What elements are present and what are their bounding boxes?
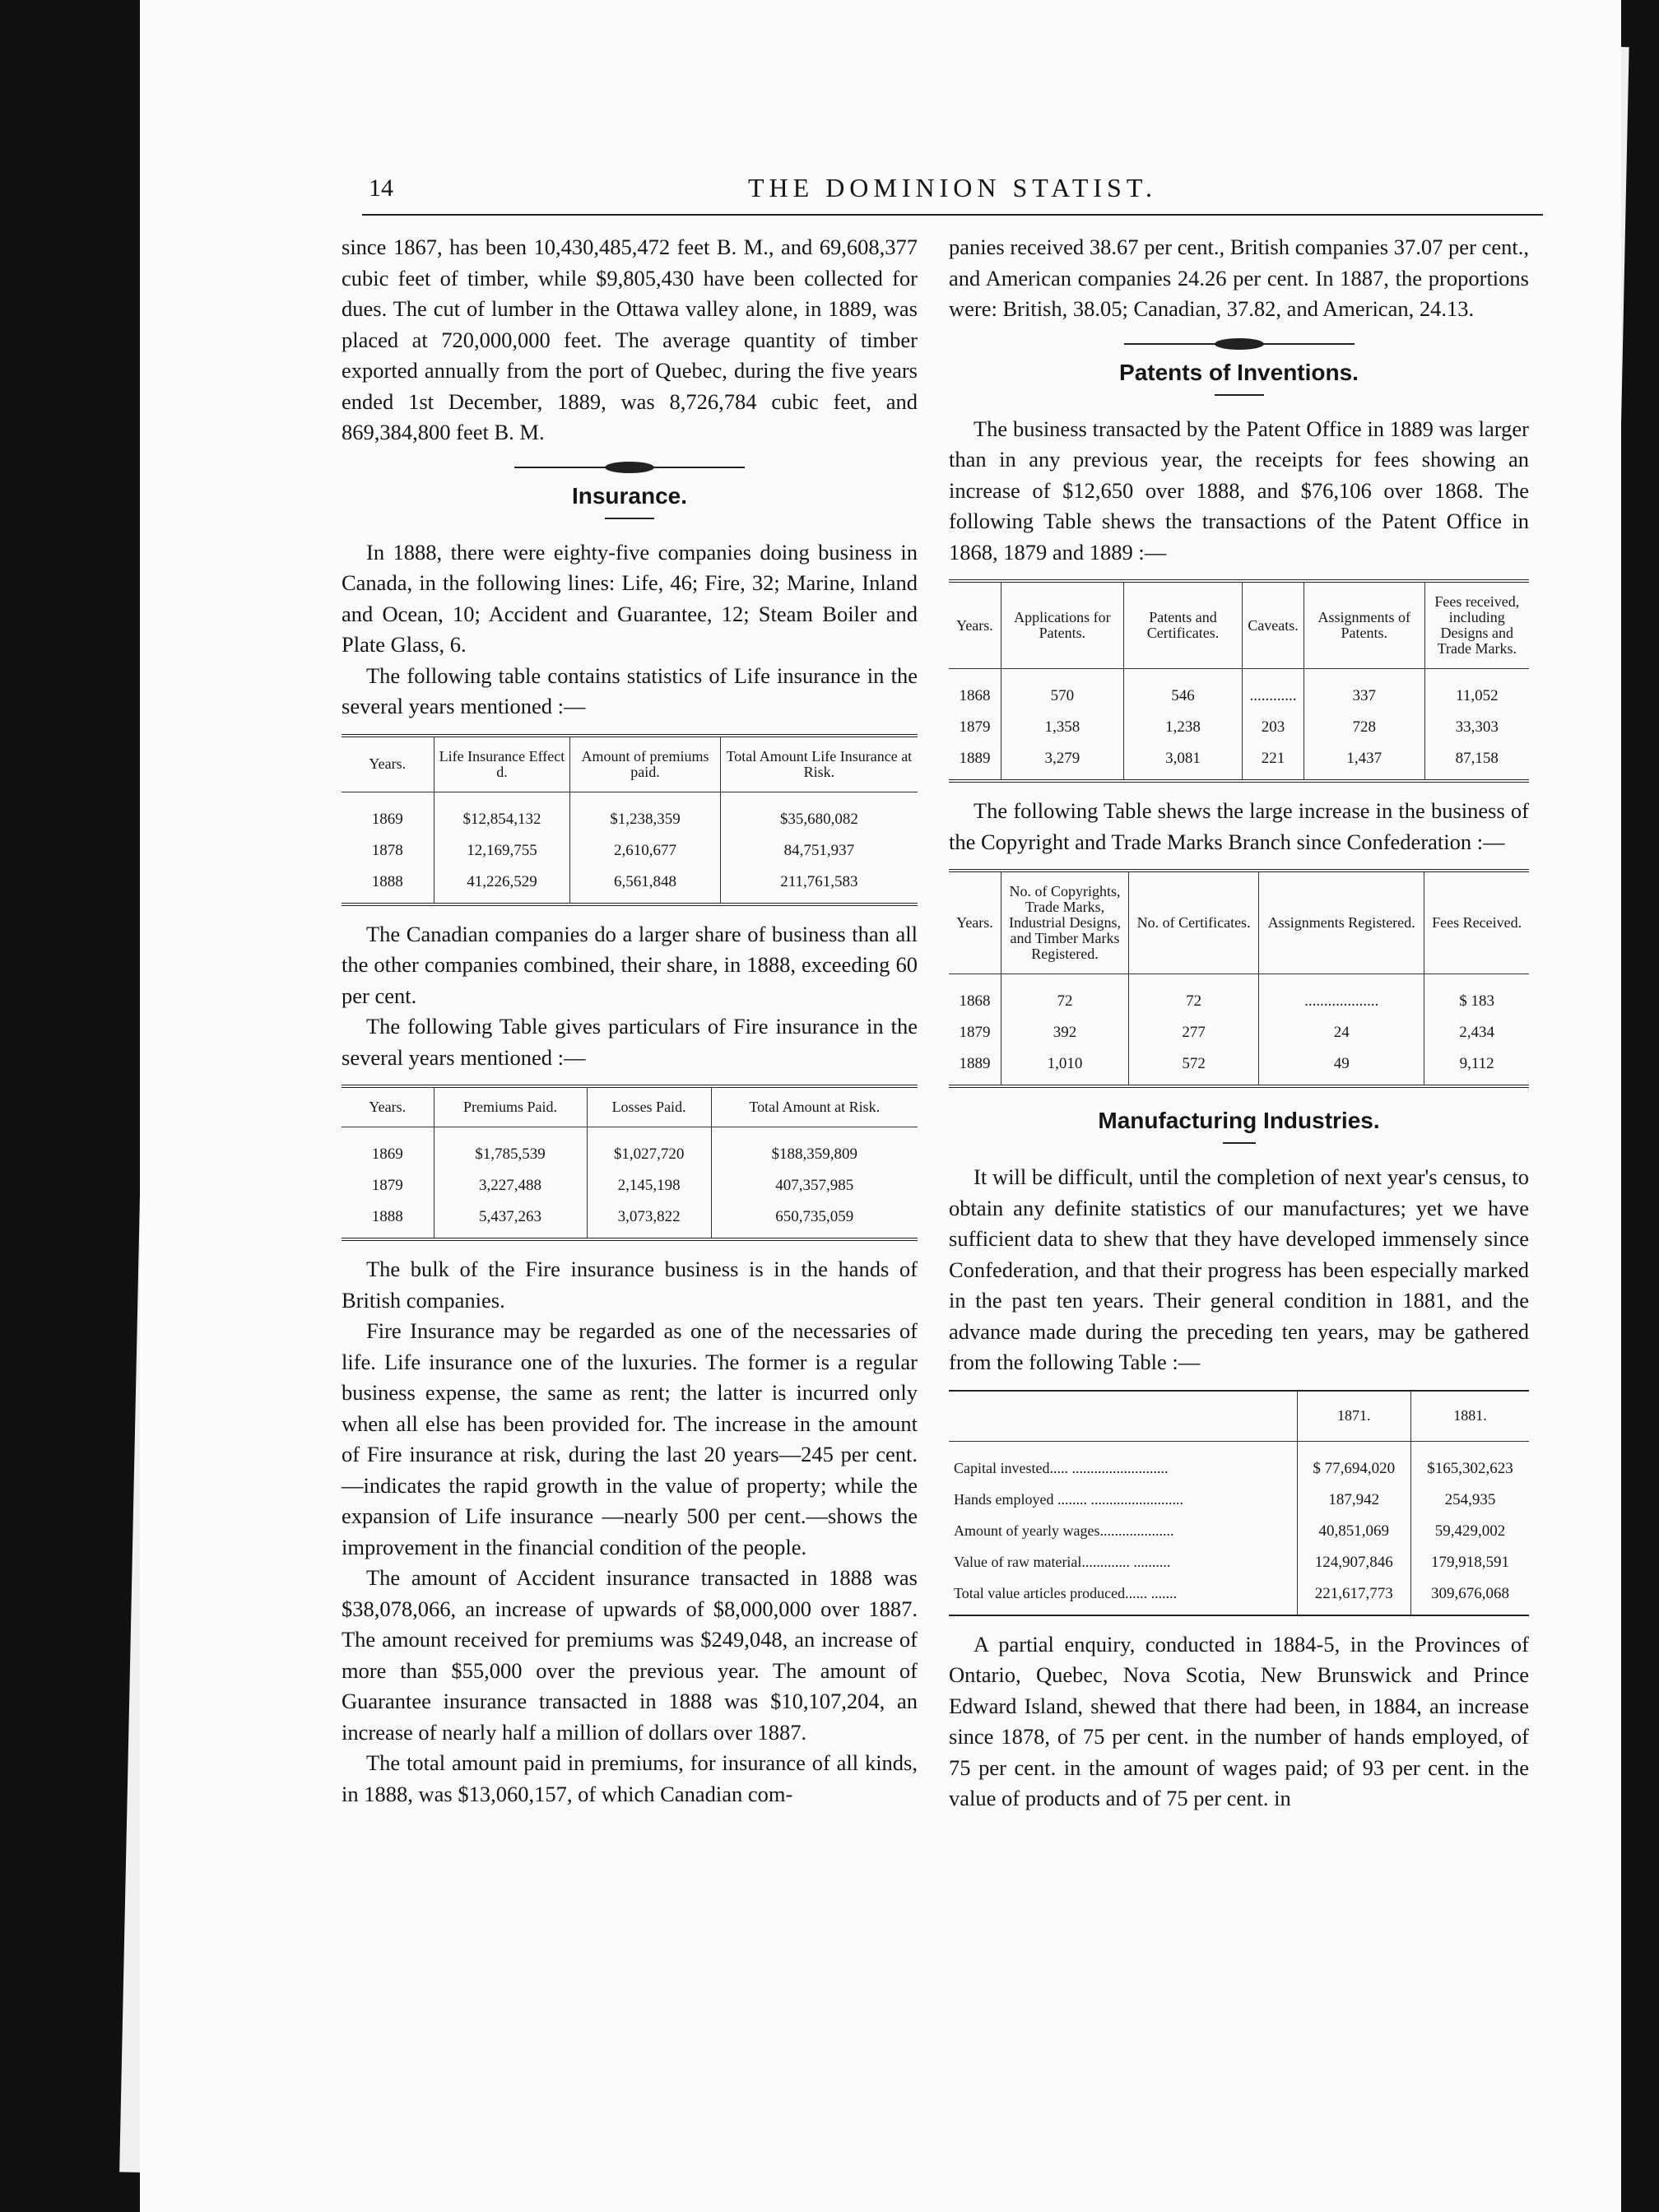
table-header	[949, 1391, 1297, 1442]
table-cell: 12,169,755	[434, 835, 570, 867]
paragraph: The business transacted by the Patent Office in 1889 was larger than in any previous year, the receipts for fees showing an increase of $12,650 over 1888, and $76,106 over 1868. The following Table shews the transactions of the Patent Office in 1868, 1879 and 1889 :—	[949, 416, 1529, 565]
table-cell: Hands employed ........ .........................	[949, 1485, 1297, 1516]
table-cell: 1,358	[1001, 712, 1123, 743]
table-row	[342, 1127, 918, 1171]
table-cell: 1868	[949, 669, 1001, 713]
table-cell: 84,751,937	[783, 841, 855, 859]
heading-rule	[1223, 1142, 1256, 1144]
table-cell: 546	[1123, 669, 1243, 713]
table-cell: 1869	[342, 1127, 434, 1171]
running-title: THE DOMINION STATIST.	[747, 173, 1158, 202]
table-cell: $1,785,539	[434, 1127, 587, 1171]
table-cell: 309,676,068	[1430, 1584, 1509, 1602]
section-heading-insurance: Insurance.	[571, 482, 688, 509]
table-cell: 179,918,591	[1430, 1553, 1509, 1571]
table-cell: 221	[1243, 743, 1304, 781]
table-header: Losses Paid.	[587, 1086, 711, 1127]
table-cell: 1869	[342, 792, 434, 835]
table-header: Premiums Paid.	[434, 1086, 587, 1127]
table-cell: 124,907,846	[1297, 1547, 1410, 1578]
table-cell: 41,226,529	[434, 867, 570, 904]
fire-insurance-table	[342, 1085, 918, 1241]
table-cell: 570	[1001, 669, 1123, 713]
table-header: Years.	[949, 581, 1001, 669]
manufacturing-table	[949, 1390, 1529, 1616]
table-row	[949, 1485, 1529, 1516]
table-cell: 728	[1304, 712, 1424, 743]
paragraph: In 1888, there were eighty-five companies doing business in Canada, in the following lines: Life, 46; Fire, 32; Marine, Inland and Ocean, 10; Accident and Guarantee, 12; Steam Boiler and Plate Glass, 6.	[342, 539, 918, 657]
table-header: Assignments Registered.	[1259, 871, 1424, 974]
table-cell: 72	[1129, 974, 1259, 1018]
heading-rule	[605, 518, 654, 519]
table-cell: Value of raw material............. ..........	[949, 1547, 1297, 1578]
table-cell: 392	[1001, 1017, 1128, 1048]
table-cell: 1889	[949, 743, 1001, 781]
right-column	[949, 232, 1529, 1815]
table-cell: $1,238,359	[570, 792, 720, 835]
table-row	[949, 1547, 1529, 1578]
paragraph: It will be difficult, until the completion of next year's census, to obtain any definite statistics of our manufactures; yet we have sufficient data to shew that they have developed immensely since Confederation, and that their progress has been especially marked in the past ten years. Their general condition in 1881, and the advance made during the preceding ten years, may be gathered from the following Table :—	[949, 1164, 1529, 1374]
table-cell: 203	[1243, 712, 1304, 743]
table-header: 1881.	[1410, 1391, 1529, 1442]
table-cell: 2,434	[1459, 1024, 1494, 1041]
table-cell: 1889	[949, 1048, 1001, 1086]
table-row	[949, 743, 1529, 781]
table-cell: 1888	[342, 867, 434, 904]
table-header: Applications for Patents.	[1001, 581, 1123, 669]
table-cell: 9,112	[1459, 1055, 1494, 1072]
table-row	[342, 835, 918, 867]
table-cell: $12,854,132	[434, 792, 570, 835]
paragraph: The Canadian companies do a larger share of business than all the other companies combined, their share, in 1888, exceeding 60 per cent.	[342, 921, 918, 1008]
table-row	[949, 1578, 1529, 1615]
table-cell: 650,735,059	[775, 1208, 854, 1225]
table-cell: 3,073,822	[587, 1201, 711, 1239]
table-row	[949, 1441, 1529, 1485]
table-cell: $188,359,809	[771, 1146, 858, 1163]
table-header: Years.	[342, 736, 434, 792]
table-cell: 1,010	[1001, 1048, 1128, 1086]
page-header	[362, 171, 1543, 216]
table-cell: 87,158	[1455, 750, 1499, 767]
table-header: Total Amount at Risk.	[711, 1086, 918, 1127]
table-cell: 407,357,985	[775, 1177, 854, 1194]
table-cell: 1879	[949, 712, 1001, 743]
table-cell: 221,617,773	[1297, 1578, 1410, 1615]
table-row	[342, 1170, 918, 1201]
life-insurance-table	[342, 734, 918, 906]
table-row	[342, 1201, 918, 1239]
table-cell: $1,027,720	[587, 1127, 711, 1171]
table-header: No. of Copyrights, Trade Marks, Industrial Designs, and Timber Marks Registered.	[1001, 871, 1128, 974]
table-row	[342, 867, 918, 904]
copyright-table	[949, 869, 1529, 1088]
table-header: Years.	[342, 1086, 434, 1127]
table-header: No. of Certificates.	[1129, 871, 1259, 974]
table-row	[949, 1516, 1529, 1547]
table-row	[949, 974, 1529, 1018]
table-cell: 24	[1259, 1017, 1424, 1048]
table-cell: 254,935	[1444, 1490, 1496, 1508]
table-cell: 572	[1129, 1048, 1259, 1086]
table-cell: 1,238	[1123, 712, 1243, 743]
table-cell: 40,851,069	[1297, 1516, 1410, 1547]
page-number: 14	[369, 174, 393, 202]
table-cell: 1868	[949, 974, 1001, 1018]
paragraph: A partial enquiry, conducted in 1884-5, in the Provinces of Ontario, Quebec, Nova Scotia, New Brunswick and Prince Edward Island, shewed that there had been, in 1884, an increase since 1878, of 75 per cent. in the number of hands employed, of 75 per cent. in the amount of wages paid; of 93 per cent. in the value of products and of 75 per cent. in	[949, 1631, 1529, 1810]
table-cell: 3,227,488	[434, 1170, 587, 1201]
table-cell: 211,761,583	[780, 872, 858, 890]
table-header: Patents and Certificates.	[1123, 581, 1243, 669]
table-cell: $35,680,082	[779, 810, 858, 828]
paragraph: The following Table shews the large increase in the business of the Copyright and Trade Marks Branch since Confederation :—	[949, 798, 1529, 854]
table-row	[949, 1048, 1529, 1086]
table-header: Assignments of Patents.	[1304, 581, 1424, 669]
table-cell: 2,145,198	[587, 1170, 711, 1201]
paragraph: The bulk of the Fire insurance business is in the hands of British companies.	[342, 1257, 918, 1313]
paragraph: The following Table gives particulars of Fire insurance in the several years mentioned :—	[342, 1014, 918, 1070]
table-cell: 1,437	[1304, 743, 1424, 781]
table-header: 1871.	[1297, 1391, 1410, 1442]
table-header: Caveats.	[1243, 581, 1304, 669]
section-heading-manufacturing: Manufacturing Industries.	[1098, 1108, 1380, 1133]
table-cell: 49	[1259, 1048, 1424, 1086]
table-row	[949, 669, 1529, 713]
table-header: Years.	[949, 871, 1001, 974]
patent-table	[949, 579, 1529, 783]
paragraph: since 1867, has been 10,430,485,472 feet B. M., and 69,608,377 cubic feet of timber, while $9,805,430 have been collected for dues. The cut of lumber in the Ottawa valley alone, in 1889, was placed at 720,000,000 feet. The average quantity of timber exported annually from the port of Quebec, during the five years ended 1st December, 1889, was 8,726,784 cubic feet, and 869,384,800 feet B. M.	[342, 235, 918, 444]
table-cell: Capital invested..... ..........................	[949, 1441, 1297, 1485]
table-header: Life Insurance Effect d.	[434, 736, 570, 792]
table-cell: Total value articles produced...... .......	[949, 1578, 1297, 1615]
table-cell: 1888	[342, 1201, 434, 1239]
table-row	[949, 712, 1529, 743]
heading-rule	[1215, 394, 1264, 396]
paragraph: The following table contains statistics of Life insurance in the several years mentioned :—	[342, 662, 918, 718]
table-cell: 59,429,002	[1434, 1522, 1506, 1540]
table-header: Fees Received.	[1424, 871, 1529, 974]
table-cell: 6,561,848	[570, 867, 720, 904]
paragraph: Fire Insurance may be regarded as one of the necessaries of life. Life insurance one of the luxuries. The former is a regular business expense, the same as rent; the latter is incurred only when all else has been provided for. The increase in the amount of Fire insurance at risk, during the last 20 years—245 per cent.—indicates the rapid growth in the value of property; while the expansion of Life insurance —nearly 500 per cent.—shows the improvement in the financial condition of the people.	[342, 1318, 918, 1559]
table-cell: 72	[1001, 974, 1128, 1018]
table-cell: 1879	[342, 1170, 434, 1201]
table-cell: $165,302,623	[1427, 1459, 1513, 1477]
table-cell: 2,610,677	[570, 835, 720, 867]
table-row	[342, 792, 918, 835]
ornament-divider	[514, 460, 745, 475]
table-header: Amount of premiums paid.	[570, 736, 720, 792]
table-cell: ............	[1243, 669, 1304, 713]
left-column	[342, 232, 918, 1810]
table-cell: 11,052	[1456, 687, 1499, 704]
table-cell: 187,942	[1297, 1485, 1410, 1516]
table-cell: $ 77,694,020	[1297, 1441, 1410, 1485]
table-cell: 337	[1304, 669, 1424, 713]
table-cell: 5,437,263	[434, 1201, 587, 1239]
table-cell: 1879	[949, 1017, 1001, 1048]
table-header: Total Amount Life Insurance at Risk.	[720, 736, 918, 792]
paragraph: The amount of Accident insurance transacted in 1888 was $38,078,066, an increase of upwards of $8,000,000 over 1887. The amount received for premiums was $249,048, an increase of more than $55,000 over the previous year. The amount of Guarantee insurance transacted in 1888 was $10,107,204, an increase of nearly half a million of dollars over 1887.	[342, 1565, 918, 1745]
table-cell: ...................	[1259, 974, 1424, 1018]
table-cell: $ 183	[1459, 992, 1494, 1010]
ornament-divider	[1124, 337, 1355, 351]
table-cell: 33,303	[1455, 718, 1499, 736]
section-heading-patents: Patents of Inventions.	[1119, 359, 1359, 385]
table-row	[949, 1017, 1529, 1048]
table-cell: 3,081	[1123, 743, 1243, 781]
table-cell: 277	[1129, 1017, 1259, 1048]
paragraph: panies received 38.67 per cent., British companies 37.07 per cent., and American companies 24.26 per cent. In 1887, the proportions were: British, 38.05; Canadian, 37.82, and American, 24.13.	[949, 235, 1529, 321]
table-cell: Amount of yearly wages....................	[949, 1516, 1297, 1547]
table-cell: 1878	[342, 835, 434, 867]
table-header: Fees received, including Designs and Trade Marks.	[1424, 581, 1529, 669]
paragraph: The total amount paid in premiums, for insurance of all kinds, in 1888, was $13,060,157, of which Canadian com-	[342, 1750, 918, 1806]
table-cell: 3,279	[1001, 743, 1123, 781]
